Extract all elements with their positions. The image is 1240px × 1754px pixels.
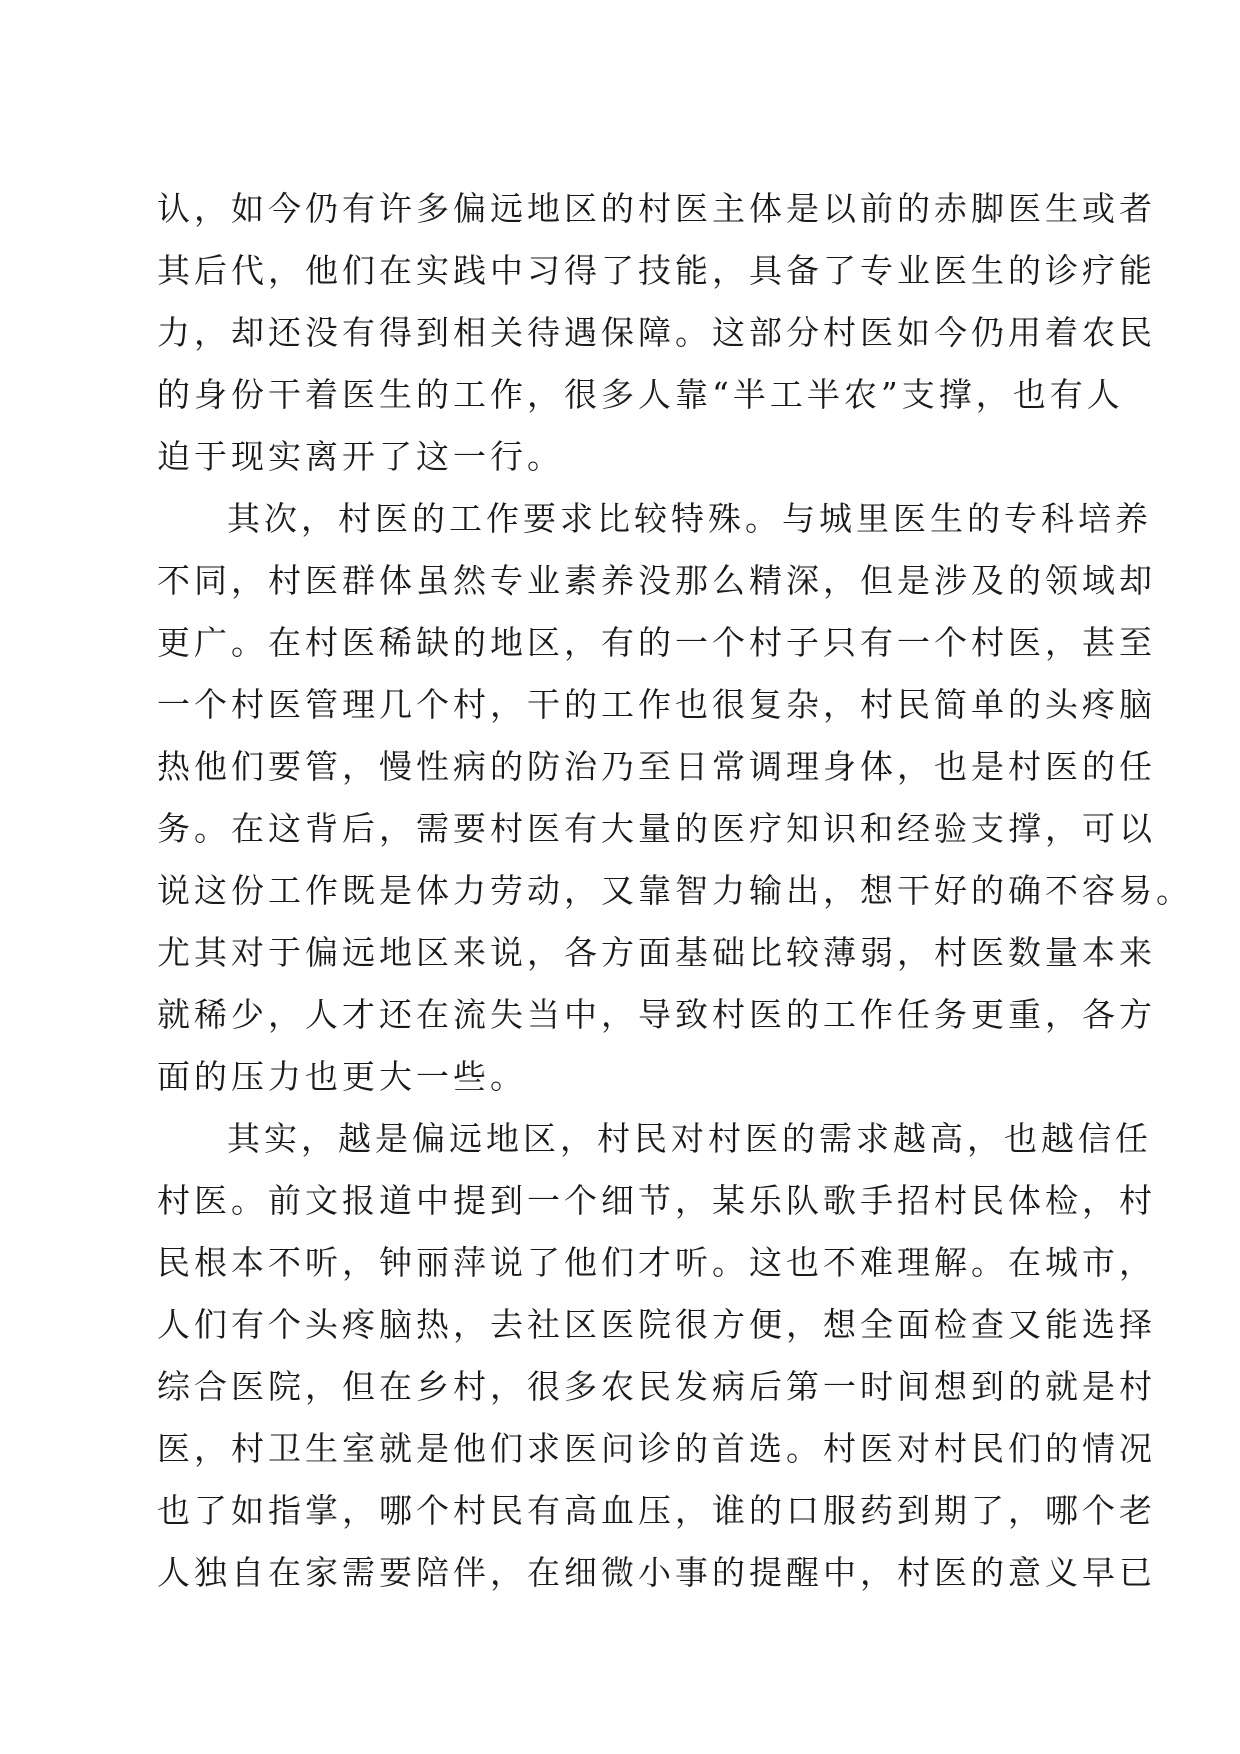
text-line: 综合医院，但在乡村，很多农民发病后第一时间想到的就是村 [157,1367,1156,1406]
text-line: 村医。前文报道中提到一个细节，某乐队歌手招村民体检，村 [157,1181,1156,1220]
text-line: 就稀少，人才还在流失当中，导致村医的工作任务更重，各方 [157,995,1156,1034]
text-line: 面的压力也更大一些。 [157,1057,527,1096]
text-line: 力，却还没有得到相关待遇保障。这部分村医如今仍用着农民 [157,313,1156,352]
text-line: 医，村卫生室就是他们求医问诊的首选。村医对村民们的情况 [157,1429,1156,1468]
text-line: 人们有个头疼脑热，去社区医院很方便，想全面检查又能选择 [157,1305,1156,1344]
text-line: 说这份工作既是体力劳动，又靠智力输出，想干好的确不容易。 [157,871,1193,910]
paragraph-start-line: 其实，越是偏远地区，村民对村医的需求越高，也越信任 [227,1119,1152,1158]
text-line: 迫于现实离开了这一行。 [157,437,564,476]
text-line: 人独自在家需要陪伴，在细微小事的提醒中，村医的意义早已 [157,1553,1156,1592]
text-line: 更广。在村医稀缺的地区，有的一个村子只有一个村医，甚至 [157,623,1156,662]
text-line: 民根本不听，钟丽萍说了他们才听。这也不难理解。在城市， [157,1243,1156,1282]
paragraph-start-line: 其次，村医的工作要求比较特殊。与城里医生的专科培养 [227,499,1152,538]
text-line: 务。在这背后，需要村医有大量的医疗知识和经验支撑，可以 [157,809,1156,848]
text-line: 的身份干着医生的工作，很多人靠“半工半农”支撑，也有人 [157,375,1124,414]
text-line: 也了如指掌，哪个村民有高血压，谁的口服药到期了，哪个老 [157,1491,1156,1530]
text-line: 认，如今仍有许多偏远地区的村医主体是以前的赤脚医生或者 [157,189,1156,228]
text-line: 一个村医管理几个村，干的工作也很复杂，村民简单的头疼脑 [157,685,1156,724]
text-line: 尤其对于偏远地区来说，各方面基础比较薄弱，村医数量本来 [157,933,1156,972]
text-line: 热他们要管，慢性病的防治乃至日常调理身体，也是村医的任 [157,747,1156,786]
body-text [157,178,1193,1604]
text-line: 其后代，他们在实践中习得了技能，具备了专业医生的诊疗能 [157,251,1156,290]
text-line: 不同，村医群体虽然专业素养没那么精深，但是涉及的领域却 [157,561,1156,600]
